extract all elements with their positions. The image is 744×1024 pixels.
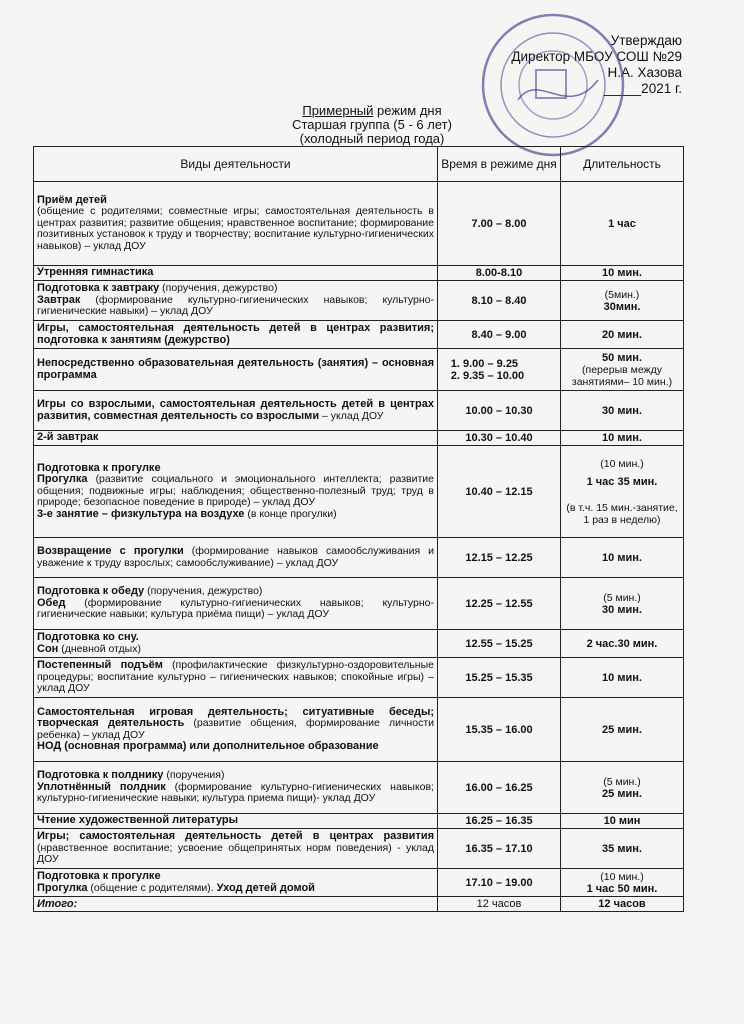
table-row: [34, 869, 684, 897]
row-dur-note: (5мин.): [604, 288, 640, 301]
row-desc: (общение с родителями; совместные игры; самостоятельная деятельность в центрах развития; развитие общения; нравственное воспитание; формирование позитивных установок к труду и творчеству; воспитание культурно-гигиенических навыков) – уклад ДОУ: [37, 205, 434, 252]
row-dur-note: (5 мин.): [603, 591, 641, 604]
header-duration: Длительность: [561, 147, 684, 182]
table-row: [34, 321, 684, 349]
row-name: Подготовка к завтраку: [37, 282, 160, 295]
row-name-2: Прогулка: [37, 473, 88, 486]
row-name: Подготовка к обеду: [37, 585, 145, 598]
header-activity: Виды деятельности: [34, 147, 438, 182]
row-time: 8.10 – 8.40: [438, 281, 561, 321]
row-dur-note: (10 мин.): [600, 457, 644, 470]
table-row: [34, 814, 684, 829]
row-dur: 10 мин.: [561, 658, 684, 698]
row-name: Возвращение с прогулки: [37, 545, 184, 557]
row-name: Постепенный подъём: [37, 659, 163, 672]
row-desc-2: (дневной отдых): [58, 642, 141, 655]
row-desc: (поручения): [163, 769, 225, 782]
row-name: Непосредственно образовательная деятельность (занятия) – основная программа: [37, 357, 434, 381]
row-desc-2: (развитие социального и эмоционального интеллекта; развитие общения; подвижные игры; наблюдения; общественно-полезный труд; труд в природе; безопасное поведение в природе) – уклад ДОУ: [37, 473, 434, 509]
table-row: [34, 658, 684, 698]
row-name-2: НОД (основная программа) или дополнительное образование: [37, 740, 379, 752]
row-name-2: Сон: [37, 642, 59, 655]
row-dur: 10 мин.: [561, 266, 684, 281]
row-name: Самостоятельная игровая деятельность; ситуативные беседы; творческая деятельность: [37, 705, 434, 729]
row-desc: (нравственное воспитание; усвоение общепринятых норм поведения) - уклад ДОУ: [37, 841, 434, 866]
row-desc-2: (формирование культурно-гигиенических навыков; культурно-гигиенические навыки; культура приема пищи)- уклад ДОУ: [37, 780, 434, 805]
row-name: Приём детей: [37, 193, 107, 206]
table-row: [34, 578, 684, 630]
row-name-2: Завтрак: [37, 293, 81, 306]
row-dur: 25 мин.: [561, 698, 684, 762]
table-row: [34, 431, 684, 446]
row-time-2: 2. 9.35 – 10.00: [463, 370, 557, 382]
row-desc-2: (формирование культурно-гигиенических навыков; культурно-гигиенические навыки) – уклад ДОУ: [37, 293, 434, 318]
row-time: 10.00 – 10.30: [438, 391, 561, 431]
table-row: [34, 281, 684, 321]
row-time: 10.30 – 10.40: [438, 431, 561, 446]
row-time: 17.10 – 19.00: [438, 869, 561, 897]
row-dur: 35 мин.: [561, 829, 684, 869]
table-row: [34, 182, 684, 266]
row-desc: – уклад ДОУ: [319, 409, 384, 422]
row-dur: 1 час: [561, 182, 684, 266]
row-name: Подготовка к прогулке: [37, 461, 161, 474]
row-name-2: Обед: [37, 596, 66, 609]
row-name-3: 3-е занятие – физкультура на воздухе: [37, 507, 245, 520]
table-row: [34, 349, 684, 391]
table-row: [34, 266, 684, 281]
row-name: Игры со взрослыми, самостоятельная деятельность детей в центрах развития, совместная деятельность со взрослыми: [37, 398, 434, 422]
row-dur-note-2: (в т.ч. 15 мин.-занятие, 1 раз в неделю): [566, 501, 678, 526]
row-desc-3: (в конце прогулки): [244, 507, 337, 520]
document-title: [0, 104, 744, 146]
row-dur: 30 мин.: [602, 603, 642, 616]
table-row: [34, 762, 684, 814]
row-dur: 20 мин.: [561, 321, 684, 349]
row-time: 15.35 – 16.00: [438, 698, 561, 762]
row-name: Игры, самостоятельная деятельность детей в центрах развития; подготовка к занятиям (дежурство): [37, 322, 434, 346]
row-dur: 1 час 35 мин.: [586, 475, 658, 488]
schedule-table: [33, 146, 684, 912]
title-group: Старшая группа (5 - 6 лет): [292, 117, 452, 132]
row-dur: 25 мин.: [602, 787, 642, 800]
row-desc-2: (общение с родителями).: [87, 881, 217, 894]
table-row: [34, 391, 684, 431]
row-name-2: Прогулка: [37, 881, 88, 894]
row-time: 7.00 – 8.00: [438, 182, 561, 266]
table-row: [34, 446, 684, 538]
row-time-1: 1. 9.00 – 9.25: [463, 358, 557, 370]
row-time: 16.35 – 17.10: [438, 829, 561, 869]
approval-line-2: Директор МБОУ СОШ №29: [511, 49, 682, 64]
row-dur: 50 мин.: [602, 351, 642, 364]
row-time: 12.25 – 12.55: [438, 578, 561, 630]
footer-total-dur: 12 часов: [561, 897, 684, 912]
table-row: [34, 698, 684, 762]
footer-total-time: 12 часов: [438, 897, 561, 912]
header-time: Время в режиме дня: [438, 147, 561, 182]
row-dur: 10 мин.: [561, 538, 684, 578]
row-dur: 10 мин: [561, 814, 684, 829]
approval-line-3: Н.А. Хазова: [607, 65, 682, 80]
approval-line-1: Утверждаю: [610, 33, 682, 48]
row-name: Игры; самостоятельная деятельность детей в центрах развития: [37, 830, 434, 843]
row-desc-2: (формирование культурно-гигиенических навыков; культурно-гигиенические навыки; культура приёма пищи) – уклад ДОУ: [37, 596, 434, 621]
row-name-2: Уплотнённый полдник: [37, 780, 166, 793]
row-name-3: Уход детей домой: [216, 881, 315, 894]
row-time: 15.25 – 15.35: [438, 658, 561, 698]
row-desc: (профилактические физкультурно-оздоровительные процедуры; воспитание культурно – гигиенических навыков; спокойные игры) – уклад ДОУ: [37, 659, 434, 695]
row-name: 2-й завтрак: [37, 431, 99, 444]
row-dur-note-2: (перерыв между занятиями– 10 мин.): [571, 363, 673, 388]
table-footer-row: [34, 897, 684, 912]
table-row: [34, 538, 684, 578]
row-dur: 2 час.30 мин.: [561, 630, 684, 658]
row-name: Подготовка ко сну.: [37, 631, 139, 643]
row-time: 16.00 – 16.25: [438, 762, 561, 814]
row-dur: 30мин.: [603, 300, 641, 313]
row-name: Подготовка к прогулке: [37, 870, 161, 882]
row-time: 12.55 – 15.25: [438, 630, 561, 658]
row-name: Подготовка к полднику: [37, 769, 164, 782]
table-row: [34, 829, 684, 869]
title-period: (холодный период года): [299, 131, 445, 146]
row-dur-note: (5 мин.): [603, 775, 641, 788]
row-time: 12.15 – 12.25: [438, 538, 561, 578]
row-dur: 1 час 50 мин.: [586, 882, 658, 895]
row-dur: 10 мин.: [561, 431, 684, 446]
row-desc: (поручения, дежурство): [144, 585, 263, 598]
row-desc: (поручения, дежурство): [159, 282, 278, 295]
row-name: Утренняя гимнастика: [37, 266, 154, 279]
row-desc: (формирование навыков самообслуживания и уважение к труду взрослых; самообслуживание) – уклад ДОУ: [37, 545, 434, 569]
row-dur: 30 мин.: [561, 391, 684, 431]
title-underlined: Примерный: [302, 103, 374, 118]
row-time: 8.40 – 9.00: [438, 321, 561, 349]
row-time: 8.00-8.10: [438, 266, 561, 281]
row-time: 10.40 – 12.15: [438, 446, 561, 538]
row-name: Чтение художественной литературы: [37, 814, 238, 827]
row-time: 16.25 – 16.35: [438, 814, 561, 829]
title-rest: режим дня: [373, 103, 442, 118]
approval-line-4: _____2021 г.: [603, 81, 682, 96]
row-desc: (развитие общения, формирование личности ребенка) – уклад ДОУ: [37, 717, 434, 741]
footer-label: Итого:: [34, 897, 438, 912]
table-row: [34, 630, 684, 658]
row-dur-note: (10 мин.): [600, 870, 644, 883]
